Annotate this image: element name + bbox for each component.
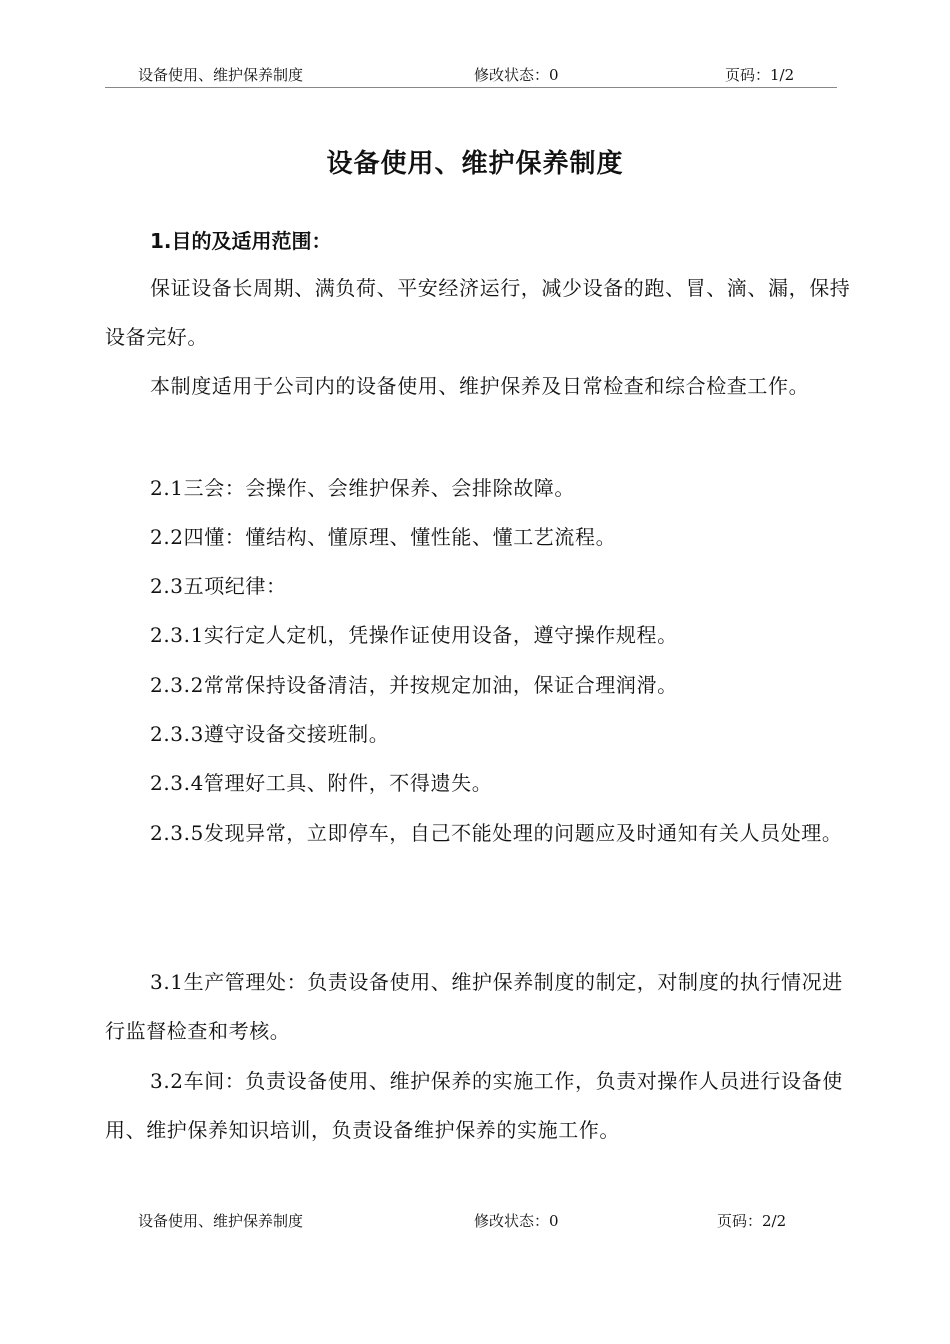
page-header — [105, 63, 837, 88]
clause-2-1: 2.1三会：会操作、会维护保养、会排除故障。 — [150, 476, 576, 500]
clause-3-1: 3.1生产管理处：负责设备使用、维护保养制度的制定，对制度的执行情况进行监督检查和考核。 — [105, 970, 843, 1043]
clause-2-3-5: 2.3.5发现异常，立即停车，自己不能处理的问题应及时通知有关人员处理。 — [150, 821, 843, 845]
header-doc-name: 设备使用、维护保养制度 — [138, 66, 304, 84]
header-revision: 修改状态：0 — [474, 66, 559, 84]
page-header-2 — [105, 1209, 837, 1233]
clause-2-3-1: 2.3.1实行定人定机，凭操作证使用设备，遵守操作规程。 — [150, 623, 678, 647]
clause-2-2: 2.2四懂：懂结构、懂原理、懂性能、懂工艺流程。 — [150, 525, 617, 549]
footer-page-number: 页码：2/2 — [717, 1212, 787, 1230]
clause-3-2: 3.2车间：负责设备使用、维护保养的实施工作，负责对操作人员进行设备使用、维护保养知识培训，负责设备维护保养的实施工作。 — [105, 1069, 843, 1142]
section-1-paragraph-1: 保证设备长周期、满负荷、平安经济运行，减少设备的跑、冒、滴、漏，保持设备完好。 — [105, 276, 851, 349]
section-1-heading: 1.目的及适用范围： — [150, 229, 332, 253]
header-page-number: 页码：1/2 — [725, 66, 795, 84]
footer-doc-name: 设备使用、维护保养制度 — [138, 1212, 304, 1230]
footer-revision: 修改状态：0 — [474, 1212, 559, 1230]
document-title: 设备使用、维护保养制度 — [326, 149, 624, 179]
clause-2-3: 2.3五项纪律： — [150, 574, 287, 598]
clause-2-3-4: 2.3.4管理好工具、附件，不得遗失。 — [150, 771, 493, 795]
section-1-paragraph-2: 本制度适用于公司内的设备使用、维护保养及日常检查和综合检查工作。 — [150, 374, 810, 398]
clause-2-3-2: 2.3.2常常保持设备清洁，并按规定加油，保证合理润滑。 — [150, 673, 678, 697]
clause-2-3-3: 2.3.3遵守设备交接班制。 — [150, 722, 390, 746]
